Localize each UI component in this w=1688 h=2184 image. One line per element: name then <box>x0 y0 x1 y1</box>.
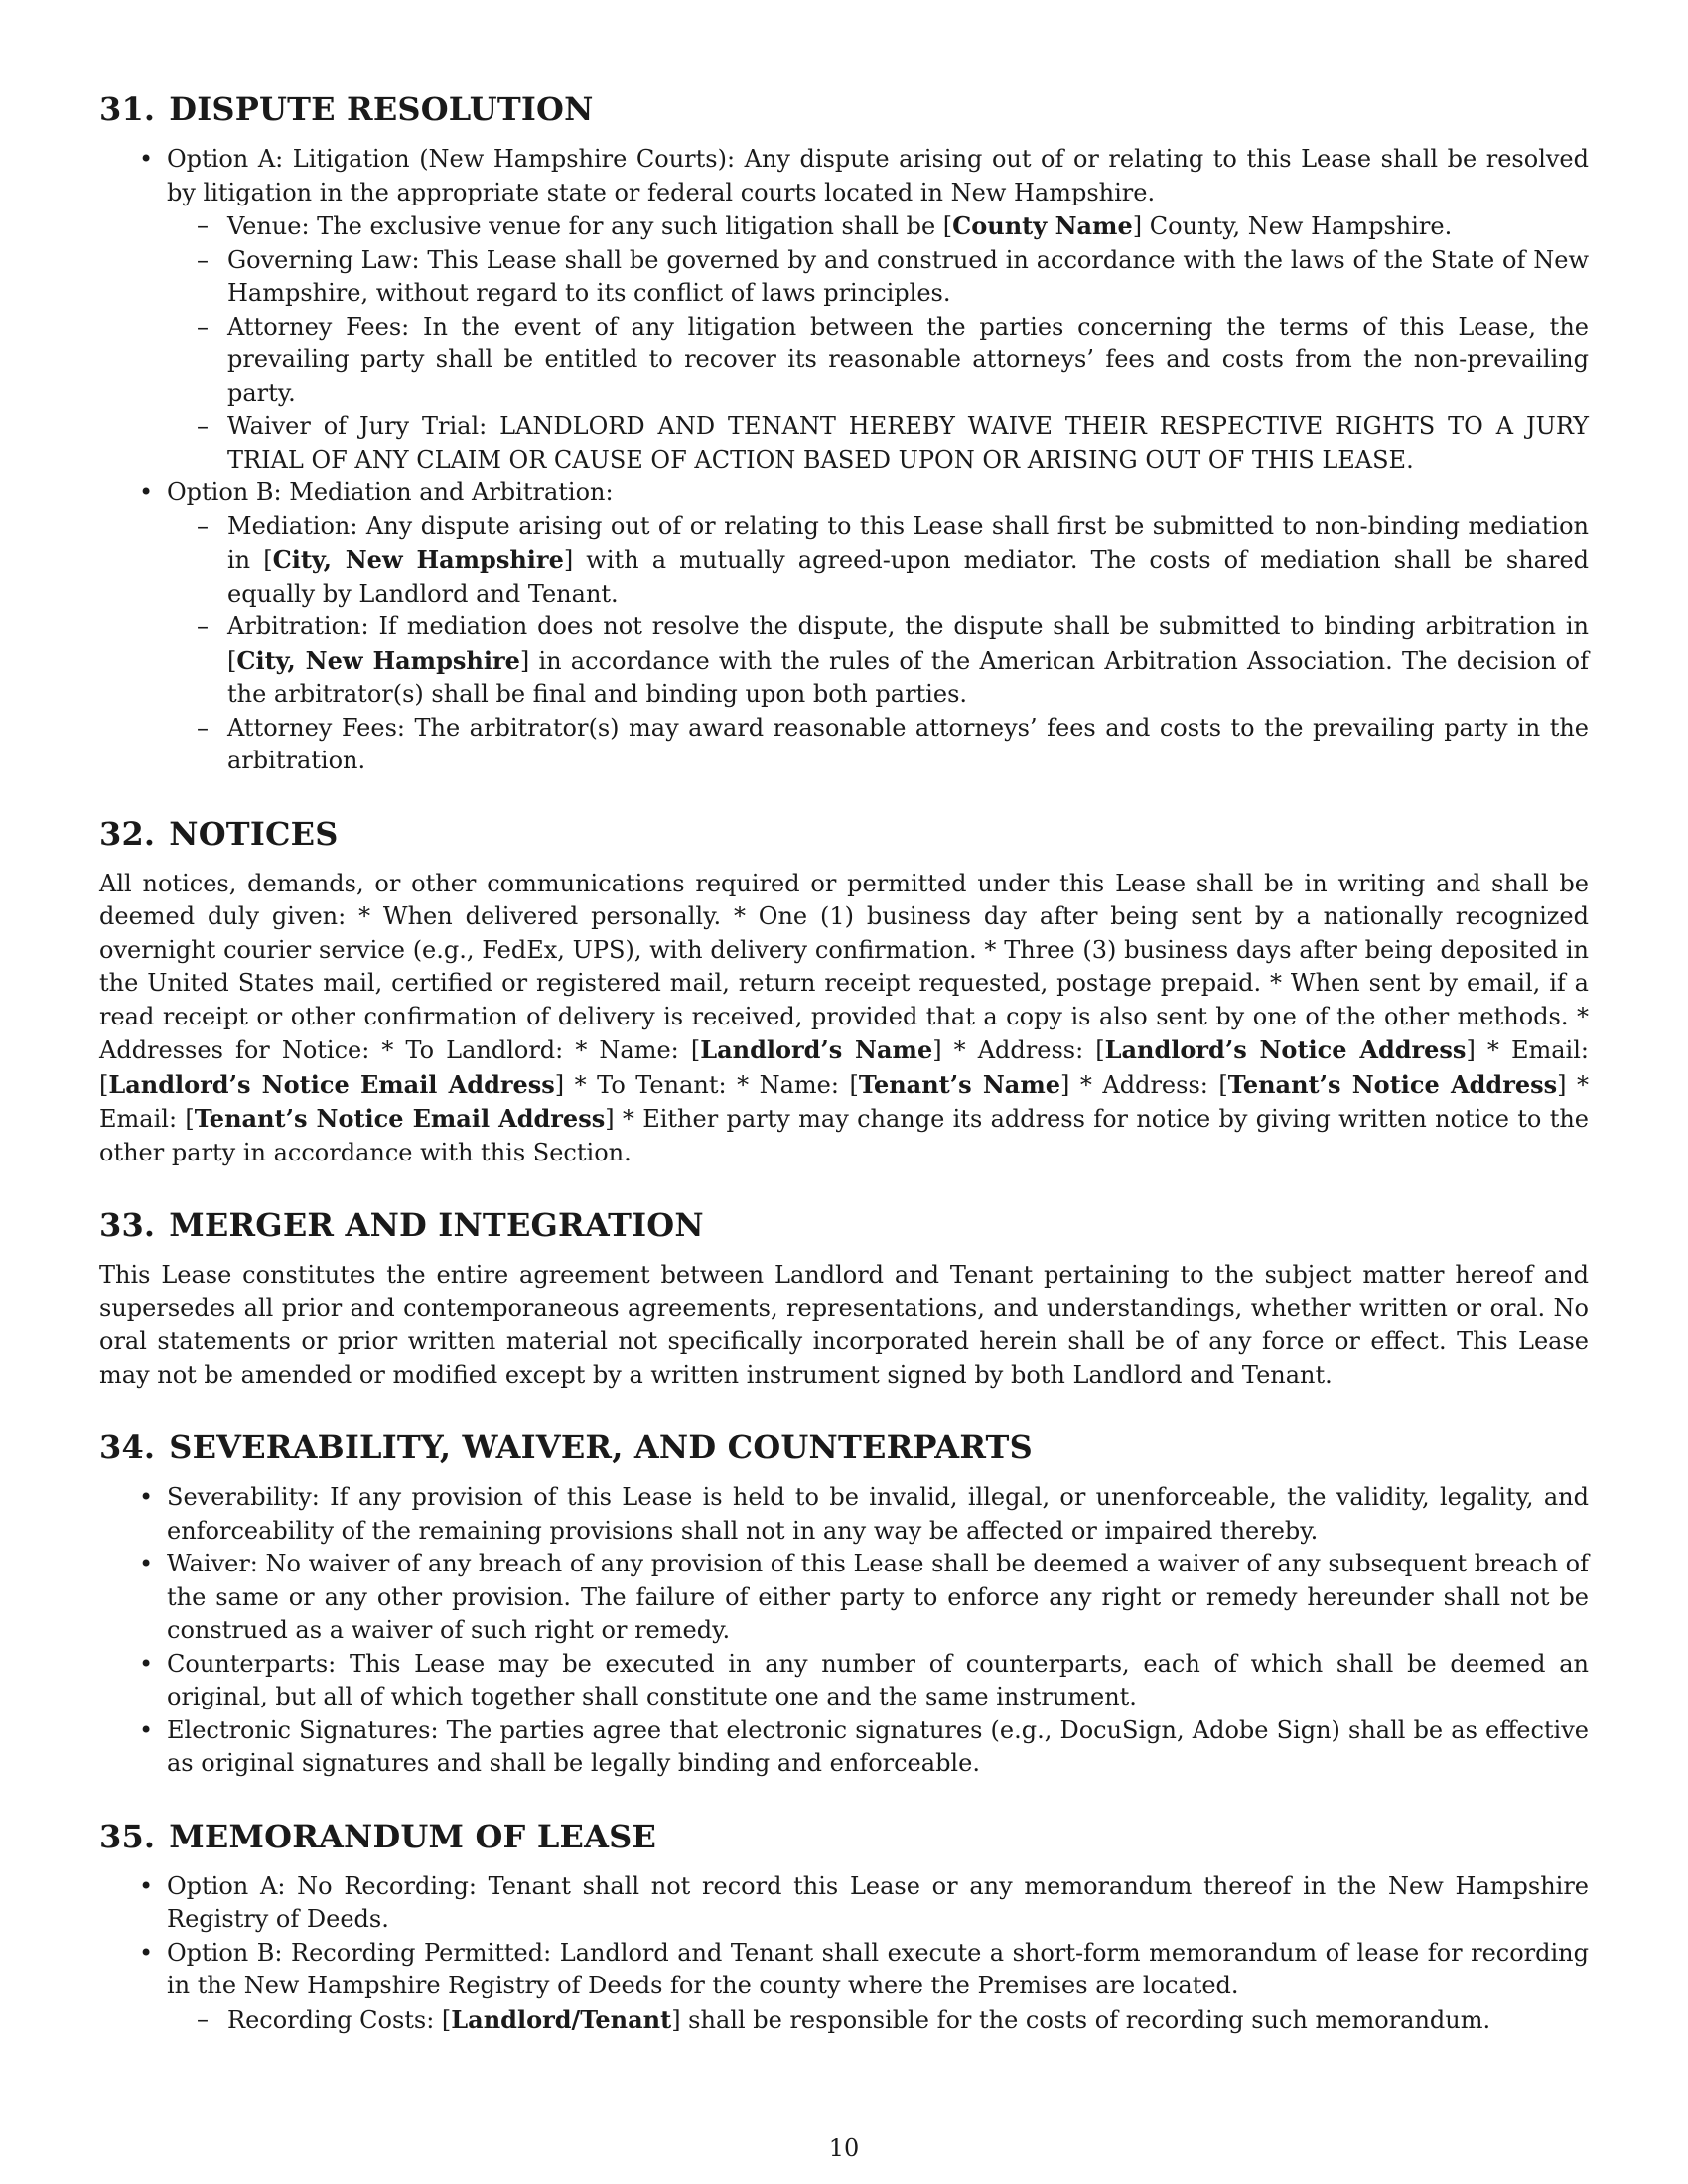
list-item: • Waiver: No waiver of any breach of any provision of this Lease shall be deemed a waiver of any subsequent breach of the same or any other provision. The failure of either party to enforce any right or remedy hereunder shall not be construed as a waiver of such right or remedy. <box>99 1548 1589 1648</box>
sub-list-item: – Venue: The exclusive venue for any such litigation shall be [County Name] County, New Hampshire. <box>167 209 1589 244</box>
list-item: • Option B: Mediation and Arbitration: – Mediation: Any dispute arising out of or relating to this Lease shall first be submitted to non-binding mediation in [City, New Hampshire] with a mutually agreed-upon mediator. The costs of mediation shall be shared equally by Landlord and Tenant. – Arbitration: If mediation does not resolve the dispute, the dispute shall be submitted to binding arbitration in [City, New Hampshire] in accordance with the rules of the American Arbitration Association. The decision of the arbitrator(s) shall be final and binding upon both parties. – Attorney Fees: The arbitrator(s) may award reasonable attorneys’ fees and costs to the prevailing party in the arbitration. <box>99 477 1589 778</box>
section-severability <box>99 1428 1589 1781</box>
sub-list-item: – Mediation: Any dispute arising out of or relating to this Lease shall first be submitted to non-binding mediation in [City, New Hampshire] with a mutually agreed-upon mediator. The costs of mediation shall be shared equally by Landlord and Tenant. <box>167 510 1589 612</box>
section-heading: 33. MERGER AND INTEGRATION <box>99 1206 704 1244</box>
merger-paragraph: This Lease constitutes the entire agreement between Landlord and Tenant pertaining to the subject matter hereof and supersedes all prior and contemporaneous agreements, representations, and understandings, whether written or oral. No oral statements or prior written material not specifically incorporated herein shall be of any force or effect. This Lease may not be amended or modified except by a written instrument signed by both Landlord and Tenant. <box>99 1261 1589 1389</box>
page-number: 10 <box>828 2134 860 2162</box>
sub-list <box>167 510 1589 778</box>
sub-list-item: – Attorney Fees: In the event of any litigation between the parties concerning the terms of this Lease, the prevailing party shall be entitled to recover its reasonable attorneys’ fees and costs from the non-prevailing party. <box>167 311 1589 411</box>
clause-list <box>99 1481 1589 1781</box>
section-dispute-resolution <box>99 89 1589 778</box>
notices-paragraph: All notices, demands, or other communications required or permitted under this Lease shall be in writing and shall be deemed duly given: * When delivered personally. * One (1) business day after being sent by a nationally recognized overnight courier service (e.g., FedEx, UPS), with delivery confirmation. * Three (3) business days after being deposited in the United States mail, certified or registered mail, return receipt requested, postage prepaid. * When sent by email, if a read receipt or other confirmation of delivery is received, provided that a copy is also sent by one of the other methods. * Addresses for Notice: * To Landlord: * Name: [Landlord’s Name] * Address: [Landlord’s Notice Address] * Email: [Landlord’s Notice Email Address] * To Tenant: * Name: [Tenant’s Name] * Address: [Tenant’s Notice Address] * Email: [Tenant’s Notice Email Address] * Either party may change its address for notice by giving written notice to the other party in accordance with this Section. <box>99 869 1590 1166</box>
sub-list-item: – Waiver of Jury Trial: LANDLORD AND TENANT HEREBY WAIVE THEIR RESPECTIVE RIGHTS TO A JURY TRIAL OF ANY CLAIM OR CAUSE OF ACTION BASED UPON OR ARISING OUT OF THIS LEASE. <box>167 410 1589 477</box>
sub-list-item: – Recording Costs: [Landlord/Tenant] shall be responsible for the costs of recording such memorandum. <box>167 2003 1589 2038</box>
option-list <box>99 1870 1589 2038</box>
section-merger-integration <box>99 1205 1589 1392</box>
list-item: • Electronic Signatures: The parties agree that electronic signatures (e.g., DocuSign, Adobe Sign) shall be as effective as original signatures and shall be legally binding and enforceable. <box>99 1714 1589 1781</box>
section-memorandum <box>99 1817 1589 2038</box>
sub-list <box>167 209 1589 477</box>
section-heading: 31. DISPUTE RESOLUTION <box>99 90 594 128</box>
list-item: • Option A: No Recording: Tenant shall not record this Lease or any memorandum thereof in the New Hampshire Registry of Deeds. <box>99 1870 1589 1937</box>
sub-list-item: – Attorney Fees: The arbitrator(s) may award reasonable attorneys’ fees and costs to the prevailing party in the arbitration. <box>167 712 1589 778</box>
sub-list-item: – Governing Law: This Lease shall be governed by and construed in accordance with the laws of the State of New Hampshire, without regard to its conflict of laws principles. <box>167 244 1589 311</box>
sub-list-item: – Arbitration: If mediation does not resolve the dispute, the dispute shall be submitted to binding arbitration in [City, New Hampshire] in accordance with the rules of the American Arbitration Association. The decision of the arbitrator(s) shall be final and binding upon both parties. <box>167 611 1589 712</box>
list-item: • Counterparts: This Lease may be executed in any number of counterparts, each of which shall be deemed an original, but all of which together shall constitute one and the same instrument. <box>99 1648 1589 1714</box>
section-heading: 34. SEVERABILITY, WAIVER, AND COUNTERPARTS <box>99 1429 1033 1466</box>
list-item: • Severability: If any provision of this Lease is held to be invalid, illegal, or unenforceable, the validity, legality, and enforceability of the remaining provisions shall not in any way be affected or impaired thereby. <box>99 1481 1589 1548</box>
sub-list <box>167 2003 1589 2038</box>
document-page <box>99 89 1589 2073</box>
section-heading: 32. NOTICES <box>99 814 339 853</box>
section-heading: 35. MEMORANDUM OF LEASE <box>99 1817 657 1855</box>
list-item: • Option A: Litigation (New Hampshire Courts): Any dispute arising out of or relating to this Lease shall be resolved by litigation in the appropriate state or federal courts located in New Hampshire. – Venue: The exclusive venue for any such litigation shall be [County Name] County, New Hampshire. – Governing Law: This Lease shall be governed by and construed in accordance with the laws of the State of New Hampshire, without regard to its conflict of laws principles. – Attorney Fees: In the event of any litigation between the parties concerning the terms of this Lease, the prevailing party shall be entitled to recover its reasonable attorneys’ fees and costs from the non-prevailing party. – Waiver of Jury Trial: LANDLORD AND TENANT HEREBY WAIVE THEIR RESPECTIVE RIGHTS TO A JURY TRIAL OF ANY CLAIM OR CAUSE OF ACTION BASED UPON OR ARISING OUT OF THIS LEASE. <box>99 143 1589 477</box>
section-notices <box>99 814 1589 1170</box>
option-list <box>99 143 1589 778</box>
list-item: • Option B: Recording Permitted: Landlord and Tenant shall execute a short-form memorandum of lease for recording in the New Hampshire Registry of Deeds for the county where the Premises are located. – Recording Costs: [Landlord/Tenant] shall be responsible for the costs of recording such memorandum. <box>99 1937 1589 2038</box>
